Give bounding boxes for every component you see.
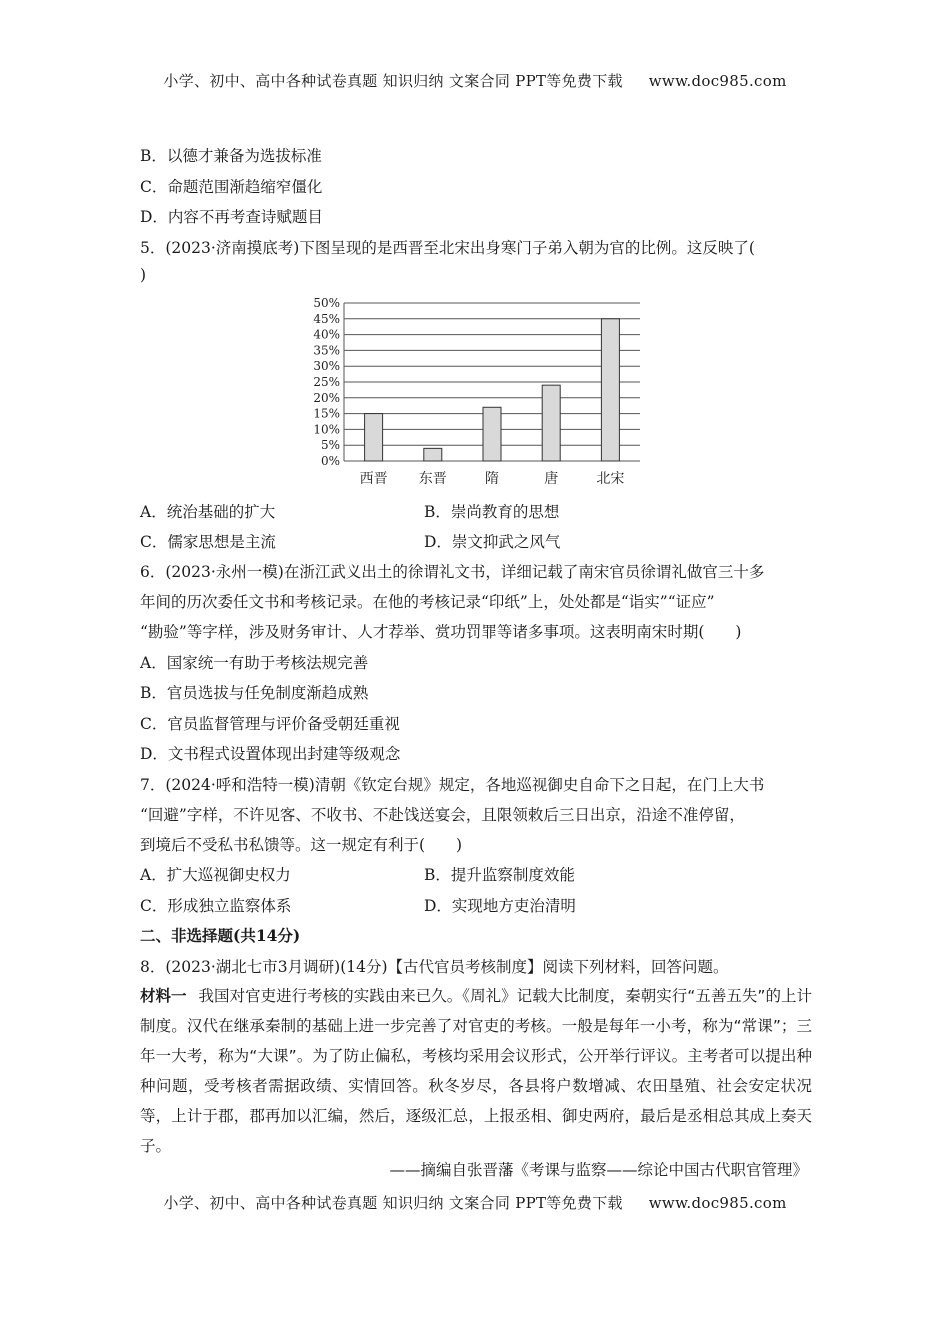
chart-y-tick-label: 15% <box>313 406 340 421</box>
q7-option-b: B．提升监察制度效能 <box>424 866 575 884</box>
material-text: 我国对官吏进行考核的实践由来已久。《周礼》记载大比制度，秦朝实行“五善五失”的上计制度。汉代在继承秦制的基础上进一步完善了对官吏的考核。一般是每年一小考，称为“常课”；三年一大考，称为“大课”。为了防止偏私，考核均采用会议形式，公开举行评议。主考者可以提出种种问题，受考核者需据政绩、实情回答。秋冬岁尽，各县将户数增减、农田垦殖、社会安定状况等，上计于郡，郡再加以汇编，然后，逐级汇总，上报丞相、御史两府，最后是丞相总其成上奏天子。 <box>140 987 812 1155</box>
header-slogan: 小学、初中、高中各种试卷真题 知识归纳 文案合同 PPT等免费下载 <box>163 72 623 90</box>
chart-y-tick-label: 20% <box>313 390 340 405</box>
prev-option-d: D．内容不再考查诗赋题目 <box>140 208 323 226</box>
material-label: 材料一 <box>140 987 187 1005</box>
q7-stem-line1: 7．(2024·呼和浩特一模)清朝《钦定台规》规定，各地巡视御史自命下之日起，在门上大书 <box>140 776 765 794</box>
chart-x-tick-label: 北宋 <box>596 471 625 487</box>
material-source: ——摘编自张晋藩《考课与监察——综论中国古代职官管理》 <box>389 1161 808 1179</box>
q5-option-b: B．崇尚教育的思想 <box>424 503 560 521</box>
q7-stem-line2: “回避”字样，不许见客、不收书、不赴饯送宴会，且限领敕后三日出京，沿途不准停留， <box>140 806 745 824</box>
header-site-link[interactable]: www.doc985.com <box>648 72 787 90</box>
q6-stem-line3: “勘验”等字样，涉及财务审计、人才荐举、赏功罚罪等诸多事项。这表明南宋时期( ) <box>140 623 742 641</box>
chart-y-tick-label: 40% <box>313 327 340 342</box>
q8-material-one <box>140 981 812 1161</box>
chart-x-tick-label: 唐 <box>544 471 559 487</box>
q6-stem-line1: 6．(2023·永州一模)在浙江武义出土的徐谓礼文书，详细记载了南宋官员徐谓礼做官三十多 <box>140 563 765 581</box>
q5-bar-chart <box>300 293 650 493</box>
q6-option-b: B．官员选拔与任免制度渐趋成熟 <box>140 684 369 702</box>
footer-site-link[interactable]: www.doc985.com <box>648 1194 787 1212</box>
q5-option-c: C．儒家思想是主流 <box>140 533 276 551</box>
chart-bar <box>483 407 501 461</box>
prev-option-c: C．命题范围渐趋缩窄僵化 <box>140 178 323 196</box>
q8-stem: 8．(2023·湖北七市3月调研)(14分)【古代官员考核制度】阅读下列材料，回答问题。 <box>140 958 729 976</box>
chart-y-tick-label: 35% <box>313 343 340 358</box>
chart-x-tick-label: 西晋 <box>359 471 388 487</box>
chart-y-tick-label: 0% <box>320 454 340 468</box>
chart-bar <box>424 448 442 461</box>
prev-option-b: B．以德才兼备为选拔标准 <box>140 147 322 165</box>
chart-x-tick-label: 东晋 <box>418 471 447 487</box>
footer-slogan: 小学、初中、高中各种试卷真题 知识归纳 文案合同 PPT等免费下载 <box>163 1194 623 1212</box>
chart-y-tick-label: 50% <box>313 296 340 310</box>
q5-option-d: D．崇文抑武之风气 <box>424 533 561 551</box>
section-title: 二、非选择题(共14分) <box>140 926 301 945</box>
page-header <box>0 70 950 91</box>
q6-option-c: C．官员监督管理与评价备受朝廷重视 <box>140 715 400 733</box>
chart-y-tick-label: 30% <box>313 359 340 374</box>
chart-y-tick-label: 45% <box>313 311 340 326</box>
q7-option-c: C．形成独立监察体系 <box>140 897 292 915</box>
chart-x-tick-label: 隋 <box>485 471 499 487</box>
chart-bar <box>601 319 619 461</box>
q5-stem-line1: 5．(2023·济南摸底考)下图呈现的是西晋至北宋出身寒门子弟入朝为官的比例。这反映了( <box>140 239 755 257</box>
chart-bar <box>542 385 560 461</box>
q6-option-d: D．文书程式设置体现出封建等级观念 <box>140 745 401 763</box>
q6-option-a: A．国家统一有助于考核法规完善 <box>140 654 369 672</box>
q5-option-a: A．统治基础的扩大 <box>140 503 276 521</box>
q5-stem-line2: ) <box>140 266 147 284</box>
chart-bar <box>365 414 383 461</box>
chart-y-tick-label: 10% <box>313 422 340 437</box>
q7-stem-line3: 到境后不受私书私馈等。这一规定有利于( ) <box>140 836 463 854</box>
q6-stem-line2: 年间的历次委任文书和考核记录。在他的考核记录“印纸”上，处处都是“诣实”“证应” <box>140 593 715 611</box>
q7-option-a: A．扩大巡视御史权力 <box>140 866 291 884</box>
chart-y-tick-label: 25% <box>313 375 340 389</box>
page-footer <box>0 1192 950 1213</box>
chart-y-tick-label: 5% <box>320 438 340 453</box>
q7-option-d: D．实现地方吏治清明 <box>424 897 576 915</box>
